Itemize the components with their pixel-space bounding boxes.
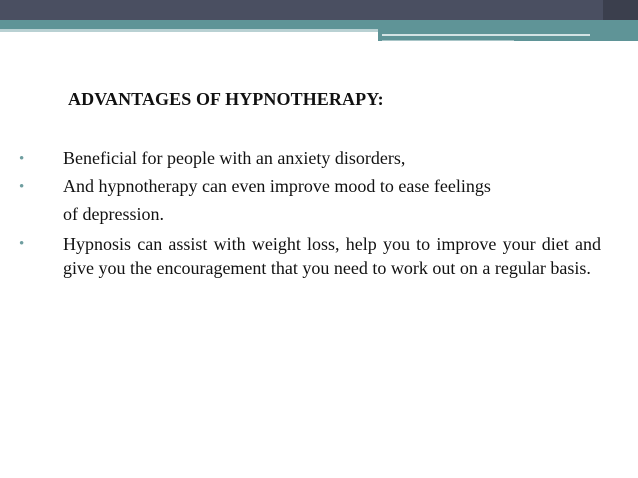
header-dark-band xyxy=(0,0,638,20)
header-dark-band-right xyxy=(603,0,638,20)
header-accent-line-short xyxy=(382,40,514,41)
bullet-2-continuation: of depression. xyxy=(63,204,164,224)
bullet-1-text: Beneficial for people with an anxiety disorders, xyxy=(63,148,406,168)
bullet-marker: • xyxy=(19,151,25,167)
header-teal-light-strip xyxy=(0,29,378,32)
bullet-2-text: And hypnotherapy can even improve mood to ease feelings xyxy=(63,176,491,196)
header-teal-band xyxy=(0,20,638,29)
bullet-marker: • xyxy=(19,236,25,252)
header-accent-line xyxy=(382,34,590,36)
slide-heading: ADVANTAGES OF HYPNOTHERAPY: xyxy=(68,89,384,109)
bullet-3-text: Hypnosis can assist with weight loss, help you to improve your diet and give you the encouragement that you need to work out on a regular basis. xyxy=(63,234,601,278)
bullet-marker: • xyxy=(19,179,25,195)
